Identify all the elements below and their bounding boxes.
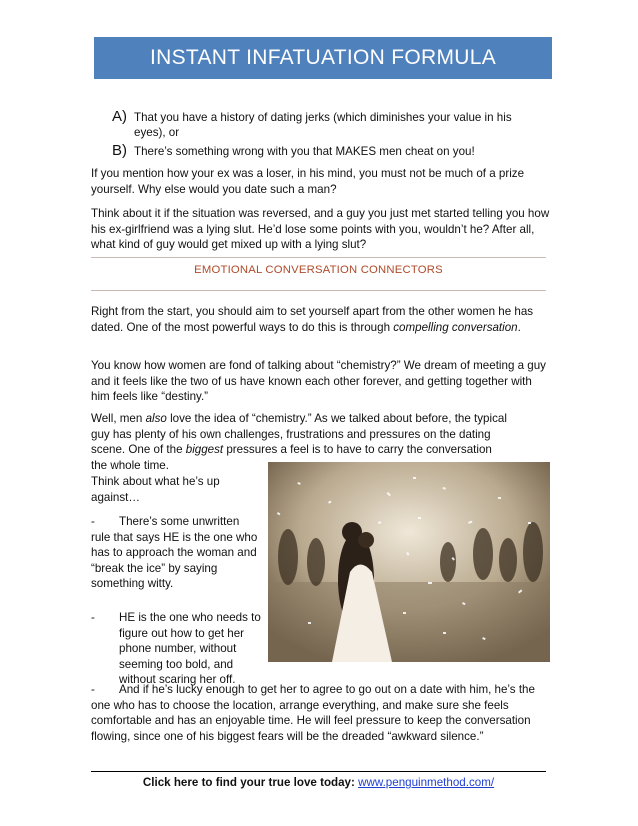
- option-a-text: That you have a history of dating jerks (which diminishes your value in his eyes), or: [134, 111, 512, 139]
- bullet-phone-number: [91, 610, 551, 688]
- footer-link[interactable]: www.penguinmethod.com/: [358, 776, 495, 789]
- bullet-date-pressure: [91, 682, 551, 744]
- biggest-emphasis: biggest: [185, 443, 224, 456]
- bullet-dash: -: [91, 515, 95, 528]
- bullet-dash: -: [91, 611, 95, 624]
- section-bottom-rule: [91, 290, 546, 291]
- footer: [91, 776, 546, 789]
- paragraph-set-apart-text: Right from the start, you should aim to set yourself apart from the other women he has dated. One of the most powerful ways to do this is through: [91, 305, 534, 334]
- paragraph-situation-reversed: Think about it if the situation was reversed, and a guy you just met started telling you how his ex-girlfriend was a lying slut. He’d lose some points with you, wouldn’t he? After all, what kind of guy would get mixed up with a lying slut?: [91, 207, 550, 251]
- paragraph-set-apart-end: .: [517, 320, 521, 334]
- option-b-letter: B): [112, 142, 127, 159]
- paragraph-chemistry-men-c: pressures a feel is to have to carry the conversation the whole time.: [91, 443, 492, 472]
- also-emphasis: also: [145, 412, 167, 425]
- option-b-text: There’s something wrong with you that MAKES men cheat on you!: [134, 145, 475, 158]
- section-heading: EMOTIONAL CONVERSATION CONNECTORS: [194, 264, 443, 276]
- paragraph-chemistry-women: You know how women are fond of talking about “chemistry?” We dream of meeting a guy and it feels like the two of us have known each other forever, and getting together with him feels like “destiny.”: [91, 359, 546, 403]
- document-title-banner: [94, 37, 552, 79]
- document-title: INSTANT INFATUATION FORMULA: [149, 46, 497, 69]
- footer-rule: [91, 771, 546, 772]
- paragraph-chemistry-men-a: Well, men: [91, 412, 146, 425]
- compelling-conversation-emphasis: compelling conversation: [393, 320, 518, 334]
- bullet-break-the-ice: [91, 514, 261, 592]
- bullet-date-pressure-text: And if he’s lucky enough to get her to agree to go out on a date with him, he’s the one who has to choose the location, arrange everything, and make sure she feels comfortable and has an enjoyable time. He will feel pressure to keep the conversation flowing, since one of his biggest fears will be the dreaded “awkward silence.”: [91, 683, 535, 743]
- section-top-rule: [91, 257, 546, 258]
- bullet-break-the-ice-text: There’s some unwritten rule that says HE is the one who has to approach the woman and “break the ice” by saying something witty.: [91, 515, 258, 590]
- bullet-phone-number-text: HE is the one who needs to figure out how to get her phone number, without seeming too bold, and without scaring her off.: [119, 611, 261, 686]
- bullet-dash: -: [91, 683, 95, 696]
- footer-lead: Click here to find your true love today:: [142, 776, 359, 789]
- option-a-letter: A): [112, 108, 127, 125]
- paragraph-chemistry-men-b: love the idea of “chemistry.” As we talked about before, the typical guy has plenty of his own challenges, frustrations and pressures on the dating scene. One of the: [91, 412, 507, 456]
- paragraph-ex-loser: If you mention how your ex was a loser, in his mind, you must not be much of a prize yourself. Why else would you date such a man?: [91, 167, 525, 196]
- paragraph-set-apart: [91, 304, 551, 335]
- paragraph-think-about: Think about what he’s up against…: [91, 475, 220, 504]
